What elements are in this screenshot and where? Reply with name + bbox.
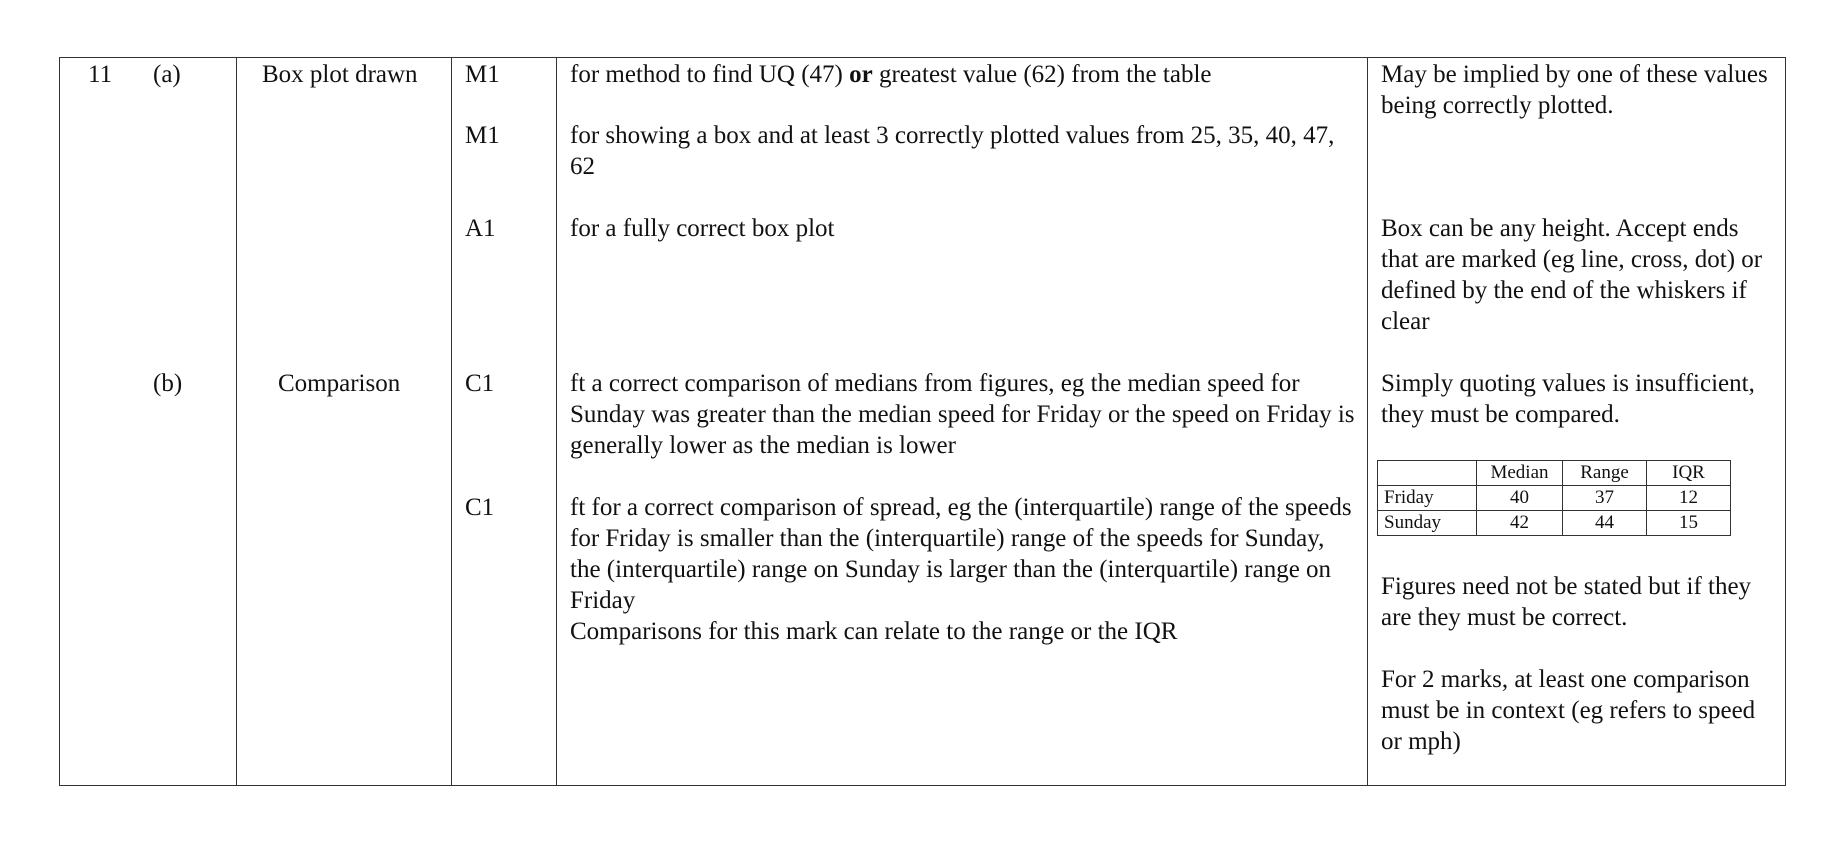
mark-code: M1 <box>465 61 500 88</box>
summary-header-row <box>1378 461 1731 486</box>
table-row <box>1378 511 1731 536</box>
table-row <box>1378 486 1731 511</box>
table-cell <box>1378 461 1477 486</box>
table-cell: 44 <box>1563 511 1647 536</box>
mark-code: M1 <box>465 122 500 149</box>
table-header: Range <box>1563 461 1647 486</box>
table-cell: 12 <box>1647 486 1731 511</box>
part-a-label: (a) <box>153 61 181 88</box>
part-b-label: (b) <box>153 370 183 397</box>
table-cell: Sunday <box>1378 511 1477 536</box>
guidance-note: May be implied by one of these values being correctly plotted. <box>1381 61 1768 119</box>
guidance-note: For 2 marks, at least one comparison must be in context (eg refers to speed or mph) <box>1381 666 1756 755</box>
mark-code: A1 <box>465 215 496 242</box>
column-divider <box>556 57 557 786</box>
column-divider <box>1367 57 1368 786</box>
part-b-answer: Comparison <box>278 370 401 397</box>
guidance-note: Box can be any height. Accept ends that are marked (eg line, cross, dot) or defined by the end of the whiskers if clear <box>1381 215 1763 335</box>
table-header: IQR <box>1647 461 1731 486</box>
mark-description: ft a correct comparison of medians from figures, eg the median speed for Sunday was greater than the median speed for Friday or the speed on Friday is generally lower as the median is lower <box>570 370 1355 459</box>
mark-description: for method to find UQ (47) or greatest value (62) from the table <box>570 61 1212 88</box>
table-cell: 37 <box>1563 486 1647 511</box>
guidance-note: Figures need not be stated but if they are they must be correct. <box>1381 573 1752 631</box>
table-cell: 15 <box>1647 511 1731 536</box>
mark-code: C1 <box>465 494 495 521</box>
question-number: 11 <box>88 61 113 88</box>
table-cell: 42 <box>1477 511 1563 536</box>
mark-code: C1 <box>465 370 495 397</box>
mark-description: ft for a correct comparison of spread, eg the (interquartile) range of the speeds for Friday is smaller than the (interquartile) range of the speeds for Sunday, the (interquartile) range on Sunday is larger than the (interquartile) range on Friday Comparisons for this mark can relate to the range or the IQR <box>570 494 1352 645</box>
column-divider <box>451 57 452 786</box>
table-cell: 40 <box>1477 486 1563 511</box>
table-header: Median <box>1477 461 1563 486</box>
mark-description: for showing a box and at least 3 correctly plotted values from 25, 35, 40, 47, 62 <box>570 122 1335 180</box>
mark-description: for a fully correct box plot <box>570 215 835 242</box>
table-cell: Friday <box>1378 486 1477 511</box>
summary-table <box>1377 460 1731 536</box>
column-divider <box>236 57 237 786</box>
part-a-answer: Box plot drawn <box>262 61 418 88</box>
guidance-note: Simply quoting values is insufficient, they must be compared. <box>1381 370 1755 428</box>
